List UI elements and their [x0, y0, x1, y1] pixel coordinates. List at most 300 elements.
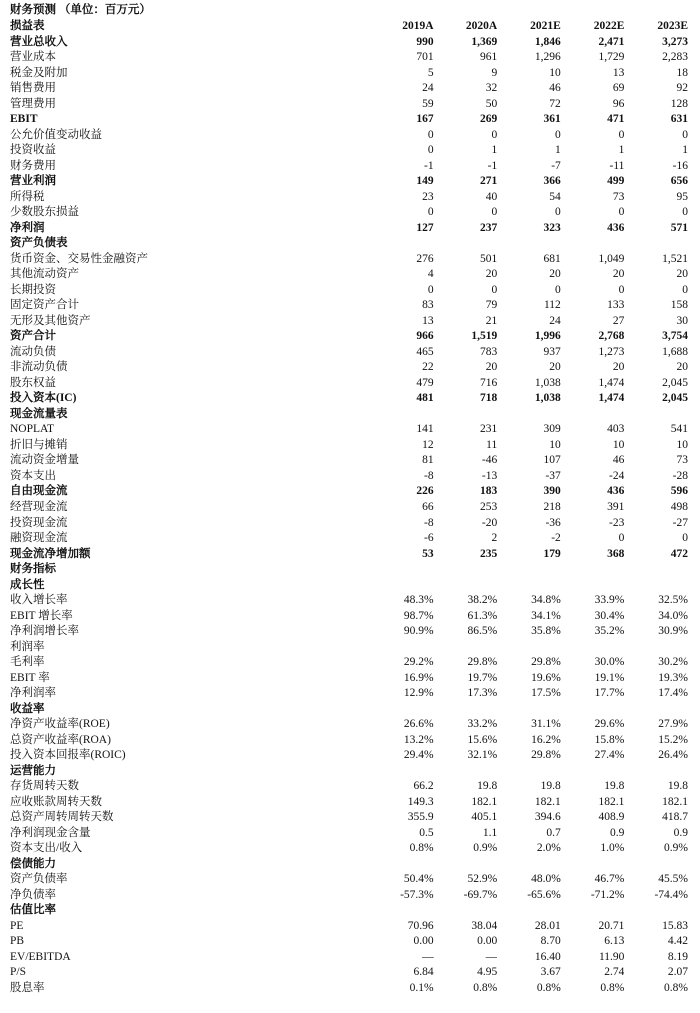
- value-cell-2022e: 1: [618, 144, 625, 157]
- table-row: [10, 919, 688, 935]
- value-cell-2023e: 0: [682, 128, 688, 141]
- value-cell-2020a: 11: [486, 438, 498, 451]
- value-cell-2022e: [561, 640, 625, 656]
- table-row: [10, 143, 688, 159]
- column-header-2022e: 2022E: [593, 20, 625, 32]
- value-cell-2022e: 1,273: [598, 345, 625, 358]
- row-label: 流动负债: [10, 345, 56, 358]
- value-cell-2023e: 418.7: [662, 811, 688, 824]
- row-label: 成长性: [10, 578, 45, 591]
- value-cell-2021e: 1,846: [534, 35, 561, 48]
- value-cell-2023e: -27: [672, 516, 688, 529]
- value-cell-2020a: [434, 640, 498, 656]
- table-row: [10, 965, 688, 981]
- row-label: 长期投资: [10, 283, 56, 296]
- row-label: 自由现金流: [10, 485, 68, 498]
- value-cell-2019a: 81: [422, 454, 434, 467]
- value-cell-2019a: [370, 578, 434, 594]
- value-cell-2023e: 128: [670, 97, 688, 110]
- row-label: 融资现金流: [10, 532, 68, 545]
- table-row: [10, 779, 688, 795]
- value-cell-2023e: 45.5%: [658, 873, 688, 886]
- table-row: [10, 500, 688, 516]
- row-label: 投资收益: [10, 144, 56, 157]
- table-row: [10, 221, 688, 237]
- value-cell-2022e: [561, 562, 625, 578]
- value-cell-2019a: —: [422, 950, 434, 963]
- value-cell-2022e: 13: [612, 66, 625, 79]
- value-cell-2021e: 0: [555, 206, 561, 219]
- column-header-2021e: 2021E: [530, 20, 561, 32]
- value-cell-2022e: 408.9: [598, 811, 625, 824]
- value-cell-2021e: 1,996: [534, 330, 561, 343]
- value-cell-2021e: 48.0%: [531, 873, 561, 886]
- value-cell-2021e: [497, 764, 561, 780]
- value-cell-2021e: 2.0%: [536, 842, 561, 855]
- value-cell-2023e: 30: [676, 314, 688, 327]
- value-cell-2019a: 13.2%: [403, 733, 434, 746]
- row-label: EBIT: [10, 113, 38, 126]
- value-cell-2021e: 390: [543, 485, 561, 498]
- value-cell-2023e: 0.9: [673, 826, 688, 839]
- table-row: [10, 934, 688, 950]
- value-cell-2021e: 72: [549, 97, 561, 110]
- value-cell-2019a: 53: [422, 547, 434, 560]
- value-cell-2022e: 403: [607, 423, 625, 436]
- value-cell-2023e: 0: [682, 532, 688, 545]
- row-label: 投入资本(IC): [10, 392, 77, 405]
- value-cell-2022e: 33.9%: [594, 594, 625, 607]
- value-cell-2021e: 17.5%: [531, 687, 561, 700]
- value-cell-2021e: 0.7: [546, 826, 561, 839]
- value-cell-2019a: 0.8%: [409, 842, 434, 855]
- table-row: [10, 422, 688, 438]
- value-cell-2020a: 38.2%: [467, 594, 498, 607]
- row-label: 货币资金、交易性金融资产: [10, 252, 148, 265]
- value-cell-2022e: 10: [612, 438, 625, 451]
- value-cell-2019a: 66: [422, 500, 434, 513]
- value-cell-2019a: 355.9: [407, 811, 434, 824]
- value-cell-2019a: 990: [416, 35, 434, 48]
- value-cell-2023e: 541: [670, 423, 688, 436]
- value-cell-2023e: 30.2%: [658, 656, 688, 669]
- value-cell-2022e: 29.6%: [594, 718, 625, 731]
- value-cell-2022e: 1,474: [598, 392, 625, 405]
- value-cell-2022e: 20.71: [598, 919, 625, 932]
- value-cell-2019a: -6: [424, 532, 434, 545]
- value-cell-2019a: 141: [416, 423, 434, 436]
- table-row: [10, 314, 688, 330]
- value-cell-2023e: 2.07: [667, 966, 688, 979]
- table-row: [10, 376, 688, 392]
- value-cell-2019a: -8: [424, 516, 434, 529]
- row-label: P/S: [10, 966, 26, 979]
- value-cell-2019a: 4: [427, 268, 434, 281]
- value-cell-2022e: [561, 236, 625, 252]
- value-cell-2020a: [434, 236, 498, 252]
- value-cell-2020a: 17.3%: [467, 687, 498, 700]
- value-cell-2020a: 0: [491, 283, 498, 296]
- value-cell-2019a: 6.84: [413, 966, 434, 979]
- value-cell-2023e: 8.19: [667, 950, 688, 963]
- table-row: [10, 469, 688, 485]
- value-cell-2023e: 2,045: [662, 376, 688, 389]
- value-cell-2019a: 149.3: [407, 795, 434, 808]
- value-cell-2020a: [434, 407, 498, 423]
- value-cell-2020a: 1,369: [471, 35, 498, 48]
- value-cell-2020a: -69.7%: [463, 888, 498, 901]
- table-row: [10, 112, 688, 128]
- table-row: [10, 748, 688, 764]
- row-label: 净利润率: [10, 687, 56, 700]
- table-row: [10, 35, 688, 51]
- value-cell-2022e: 0: [618, 128, 625, 141]
- value-cell-2022e: 0.8%: [600, 981, 625, 994]
- financial-forecast-table: [10, 19, 688, 996]
- value-cell-2021e: 28.01: [534, 919, 561, 932]
- value-cell-2021e: 19.6%: [531, 671, 561, 684]
- value-cell-2020a: 405.1: [471, 811, 498, 824]
- row-label: PB: [10, 935, 25, 948]
- value-cell-2023e: 26.4%: [658, 749, 688, 762]
- value-cell-2020a: 235: [479, 547, 498, 560]
- value-cell-2022e: 69: [612, 82, 625, 95]
- row-label: 所得税: [10, 190, 45, 203]
- table-row: [10, 97, 688, 113]
- table-row: [10, 516, 688, 532]
- value-cell-2022e: [561, 578, 625, 594]
- value-cell-2021e: 19.8: [540, 780, 561, 793]
- value-cell-2021e: 35.8%: [531, 625, 561, 638]
- row-label: 偿债能力: [10, 857, 56, 870]
- value-cell-2021e: -2: [551, 532, 561, 545]
- value-cell-2019a: -8: [424, 469, 434, 482]
- value-cell-2019a: 479: [416, 376, 434, 389]
- value-cell-2021e: [497, 903, 561, 919]
- table-row: [10, 733, 688, 749]
- value-cell-2022e: 1,049: [598, 252, 625, 265]
- value-cell-2022e: 19.8: [604, 780, 625, 793]
- value-cell-2019a: 29.2%: [403, 656, 434, 669]
- value-cell-2020a: 269: [479, 113, 498, 126]
- value-cell-2020a: 271: [479, 175, 498, 188]
- table-row: [10, 438, 688, 454]
- value-cell-2019a: 0: [427, 128, 434, 141]
- value-cell-2022e: -11: [609, 159, 625, 172]
- value-cell-2021e: [497, 236, 561, 252]
- value-cell-2023e: 2,283: [662, 51, 688, 64]
- value-cell-2022e: -23: [609, 516, 625, 529]
- table-row: [10, 609, 688, 625]
- value-cell-2022e: [561, 407, 625, 423]
- value-cell-2021e: 34.8%: [531, 594, 561, 607]
- table-row: [10, 407, 688, 423]
- value-cell-2023e: [624, 578, 688, 594]
- table-row: [10, 531, 688, 547]
- value-cell-2022e: 2,471: [598, 35, 625, 48]
- value-cell-2022e: 19.1%: [594, 671, 625, 684]
- value-cell-2020a: [434, 764, 498, 780]
- value-cell-2019a: 48.3%: [403, 594, 434, 607]
- table-row: [10, 159, 688, 175]
- table-row: [10, 950, 688, 966]
- row-label: 财务费用: [10, 159, 56, 172]
- row-label: 净利润现金含量: [10, 826, 91, 839]
- value-cell-2023e: 20: [676, 361, 688, 374]
- table-row: [10, 50, 688, 66]
- value-cell-2023e: 2,045: [662, 392, 688, 405]
- value-cell-2022e: 182.1: [598, 795, 625, 808]
- value-cell-2020a: 231: [479, 423, 498, 436]
- value-cell-2022e: 73: [612, 190, 625, 203]
- value-cell-2019a: -57.3%: [400, 888, 434, 901]
- row-label: 资产合计: [10, 330, 56, 343]
- value-cell-2021e: 0.8%: [536, 981, 561, 994]
- row-label: 毛利率: [10, 656, 45, 669]
- value-cell-2021e: 0: [555, 128, 561, 141]
- value-cell-2021e: 361: [543, 113, 561, 126]
- table-row: [10, 174, 688, 190]
- value-cell-2021e: 681: [543, 252, 561, 265]
- value-cell-2022e: 96: [612, 97, 625, 110]
- value-cell-2020a: [434, 562, 498, 578]
- value-cell-2020a: 183: [479, 485, 498, 498]
- value-cell-2019a: [370, 236, 434, 252]
- value-cell-2019a: 701: [416, 51, 434, 64]
- value-cell-2019a: 66.2: [413, 780, 434, 793]
- row-label: 现金流净增加额: [10, 547, 91, 560]
- value-cell-2020a: 86.5%: [467, 625, 498, 638]
- value-cell-2021e: [497, 578, 561, 594]
- row-label: 投资现金流: [10, 516, 68, 529]
- value-cell-2019a: 59: [422, 97, 434, 110]
- value-cell-2019a: 90.9%: [403, 625, 434, 638]
- table-row: [10, 903, 688, 919]
- value-cell-2020a: 0.00: [477, 935, 498, 948]
- table-row: [10, 686, 688, 702]
- value-cell-2020a: 253: [479, 500, 498, 513]
- table-row: [10, 298, 688, 314]
- value-cell-2021e: 8.70: [540, 935, 561, 948]
- value-cell-2022e: 46.7%: [594, 873, 625, 886]
- value-cell-2020a: [434, 578, 498, 594]
- value-cell-2022e: 0: [618, 532, 625, 545]
- value-cell-2020a: [434, 903, 498, 919]
- value-cell-2021e: -65.6%: [527, 888, 561, 901]
- value-cell-2023e: 3,754: [662, 330, 688, 343]
- value-cell-2019a: 70.96: [407, 919, 434, 932]
- value-cell-2023e: [624, 407, 688, 423]
- value-cell-2020a: 0.9%: [473, 842, 498, 855]
- value-cell-2022e: [561, 764, 625, 780]
- row-label: 运营能力: [10, 764, 56, 777]
- row-label: NOPLAT: [10, 423, 55, 436]
- row-label: 净资产收益率(ROE): [10, 718, 110, 731]
- value-cell-2023e: 18: [676, 66, 688, 79]
- value-cell-2021e: 3.67: [540, 966, 561, 979]
- table-row: [10, 981, 688, 997]
- value-cell-2023e: 472: [670, 547, 688, 560]
- value-cell-2023e: 27.9%: [658, 718, 688, 731]
- financial-forecast-document: [10, 2, 688, 996]
- value-cell-2023e: 10: [676, 438, 688, 451]
- value-cell-2021e: 182.1: [534, 795, 561, 808]
- value-cell-2019a: 5: [427, 66, 434, 79]
- row-label: 资本支出/收入: [10, 842, 83, 855]
- value-cell-2021e: 1: [555, 144, 561, 157]
- row-label: 营业总收入: [10, 35, 68, 48]
- value-cell-2023e: 15.2%: [658, 733, 688, 746]
- row-label: 总资产收益率(ROA): [10, 733, 111, 746]
- value-cell-2020a: 19.7%: [467, 671, 498, 684]
- value-cell-2023e: 19.3%: [658, 671, 688, 684]
- value-cell-2021e: 1,038: [534, 376, 561, 389]
- row-label: 非流动负债: [10, 361, 68, 374]
- row-label: 销售费用: [10, 82, 56, 95]
- value-cell-2022e: 1.0%: [600, 842, 625, 855]
- value-cell-2019a: [370, 764, 434, 780]
- value-cell-2020a: 1,519: [471, 330, 498, 343]
- value-cell-2021e: [497, 640, 561, 656]
- value-cell-2021e: 54: [549, 190, 561, 203]
- value-cell-2020a: 9: [491, 66, 498, 79]
- value-cell-2020a: 4.95: [477, 966, 498, 979]
- value-cell-2020a: 20: [485, 268, 498, 281]
- value-cell-2022e: 27: [612, 314, 625, 327]
- value-cell-2019a: 465: [416, 345, 434, 358]
- value-cell-2021e: [497, 562, 561, 578]
- value-cell-2019a: 226: [416, 485, 434, 498]
- row-label: 收入增长率: [10, 594, 68, 607]
- value-cell-2022e: [561, 702, 625, 718]
- value-cell-2023e: [624, 903, 688, 919]
- value-cell-2019a: 0: [427, 206, 434, 219]
- value-cell-2021e: -36: [545, 516, 561, 529]
- row-label: EBIT 率: [10, 671, 50, 684]
- value-cell-2020a: 79: [485, 299, 498, 312]
- section-header-income-statement: 损益表: [10, 20, 45, 32]
- value-cell-2021e: 34.1%: [531, 609, 561, 622]
- row-label: PE: [10, 919, 24, 932]
- value-cell-2022e: 1,729: [598, 51, 625, 64]
- value-cell-2019a: 83: [422, 299, 434, 312]
- value-cell-2022e: 6.13: [604, 935, 625, 948]
- table-row: [10, 826, 688, 842]
- value-cell-2023e: 1,521: [662, 252, 688, 265]
- value-cell-2022e: 35.2%: [594, 625, 625, 638]
- value-cell-2021e: 16.40: [534, 950, 561, 963]
- row-label: 少数股东损益: [10, 206, 79, 219]
- value-cell-2022e: 499: [607, 175, 625, 188]
- value-cell-2022e: 30.0%: [594, 656, 625, 669]
- value-cell-2022e: 20: [612, 268, 625, 281]
- value-cell-2020a: 2: [491, 532, 498, 545]
- value-cell-2022e: 368: [607, 547, 625, 560]
- value-cell-2019a: [370, 903, 434, 919]
- value-cell-2023e: 0: [682, 206, 688, 219]
- value-cell-2023e: -16: [672, 159, 688, 172]
- value-cell-2020a: 0: [491, 128, 498, 141]
- table-row: [10, 578, 688, 594]
- value-cell-2019a: 23: [422, 190, 434, 203]
- table-row: [10, 81, 688, 97]
- table-row: [10, 190, 688, 206]
- value-cell-2020a: 0.8%: [473, 981, 498, 994]
- value-cell-2022e: [561, 903, 625, 919]
- value-cell-2023e: 19.8: [667, 780, 688, 793]
- value-cell-2023e: -74.4%: [654, 888, 688, 901]
- value-cell-2023e: [624, 857, 688, 873]
- value-cell-2020a: -1: [487, 159, 498, 172]
- table-row: [10, 655, 688, 671]
- value-cell-2022e: 20: [612, 361, 625, 374]
- value-cell-2019a: 149: [416, 175, 434, 188]
- row-label: 应收账款周转天数: [10, 795, 102, 808]
- value-cell-2020a: -46: [481, 454, 498, 467]
- value-cell-2019a: [370, 702, 434, 718]
- table-row: [10, 128, 688, 144]
- value-cell-2019a: 0.00: [413, 935, 434, 948]
- column-header-2020a: 2020A: [465, 20, 498, 32]
- row-label: 现金流量表: [10, 407, 68, 420]
- value-cell-2019a: 16.9%: [403, 671, 434, 684]
- row-label: 营业成本: [10, 51, 56, 64]
- row-label: 净利润增长率: [10, 625, 79, 638]
- value-cell-2019a: 167: [416, 113, 434, 126]
- value-cell-2023e: 631: [670, 113, 688, 126]
- value-cell-2021e: [497, 702, 561, 718]
- table-row: [10, 252, 688, 268]
- value-cell-2023e: 0.8%: [664, 981, 688, 994]
- value-cell-2020a: 961: [479, 51, 498, 64]
- table-row: [10, 810, 688, 826]
- row-label: 财务指标: [10, 563, 56, 576]
- value-cell-2020a: 15.6%: [467, 733, 498, 746]
- value-cell-2022e: 11.90: [598, 950, 625, 963]
- value-cell-2020a: -13: [481, 469, 498, 482]
- value-cell-2021e: 10: [549, 438, 561, 451]
- value-cell-2020a: 32: [485, 82, 498, 95]
- table-row: [10, 857, 688, 873]
- value-cell-2021e: 937: [543, 345, 561, 358]
- value-cell-2023e: 158: [670, 299, 688, 312]
- table-row: [10, 329, 688, 345]
- table-body: [10, 35, 688, 997]
- row-label: 资产负债率: [10, 873, 68, 886]
- table-row: [10, 841, 688, 857]
- row-label: EV/EBITDA: [10, 950, 71, 963]
- value-cell-2023e: 92: [676, 82, 688, 95]
- table-row: [10, 764, 688, 780]
- value-cell-2022e: 436: [607, 485, 625, 498]
- value-cell-2021e: 0: [555, 283, 561, 296]
- value-cell-2023e: 30.9%: [658, 625, 688, 638]
- table-row: [10, 640, 688, 656]
- value-cell-2021e: 218: [543, 500, 561, 513]
- value-cell-2019a: 127: [416, 221, 434, 234]
- value-cell-2023e: 571: [670, 221, 688, 234]
- value-cell-2021e: [497, 857, 561, 873]
- row-label: 税金及附加: [10, 66, 68, 79]
- row-label: 营业利润: [10, 175, 56, 188]
- value-cell-2022e: 133: [607, 299, 625, 312]
- row-label: 存货周转天数: [10, 780, 79, 793]
- value-cell-2021e: -7: [551, 159, 561, 172]
- row-label: 净负债率: [10, 888, 56, 901]
- value-cell-2020a: 40: [485, 190, 498, 203]
- row-label: 公允价值变动收益: [10, 128, 102, 141]
- value-cell-2019a: 12.9%: [403, 687, 434, 700]
